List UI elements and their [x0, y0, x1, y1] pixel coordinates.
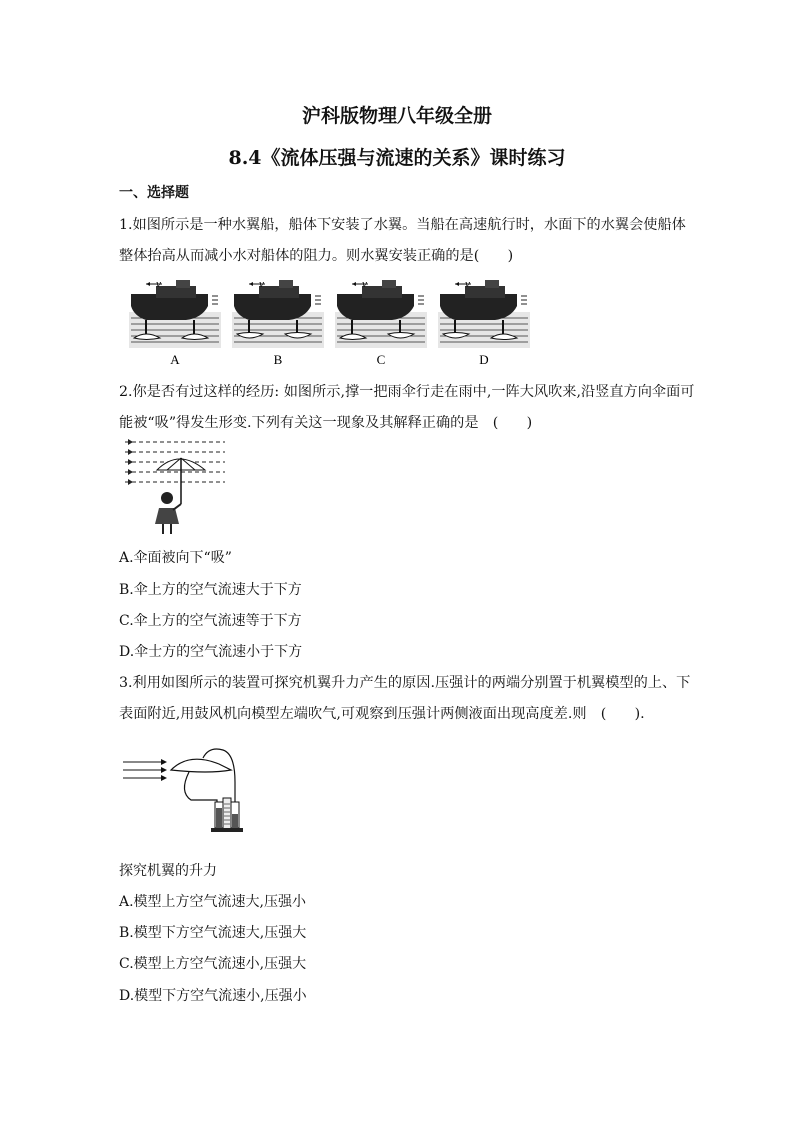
velocity-label-d: v	[465, 278, 470, 290]
hydrofoil-boats-figure	[126, 278, 536, 370]
boat-figure-a	[129, 280, 221, 348]
boat-label-a: A	[170, 352, 180, 367]
boat-label-b: B	[273, 352, 283, 367]
boat-label-d: D	[479, 352, 489, 367]
question-2-option-c: C.伞上方的空气流速等于下方	[119, 613, 302, 629]
question-2-option-b: B.伞上方的空气流速大于下方	[119, 582, 302, 598]
boat-figure-b	[232, 280, 324, 348]
page-subtitle: 8.4《流体压强与流速的关系》课时练习	[228, 147, 566, 169]
question-3-text: 3.利用如图所示的装置可探究机翼升力产生的原因.压强计的两端分别置于机翼模型的上、下表面附近,用鼓风机向模型左端吹气,可观察到压强计两侧液面出现高度差.则 ( ).	[119, 675, 691, 722]
section-heading: 一、选择题	[119, 185, 189, 201]
question-3-option-b: B.模型下方空气流速大,压强大	[119, 925, 307, 941]
question-3-figure-caption: 探究机翼的升力	[119, 863, 217, 879]
boat-figure-d	[438, 280, 530, 348]
umbrella-figure	[119, 438, 229, 538]
question-2-text: 2.你是否有过这样的经历: 如图所示,撑一把雨伞行走在雨中,一阵大风吹来,沿竖直方向伞面可能被“吸”得发生形变.下列有关这一现象及其解释正确的是 ( )	[119, 384, 695, 431]
question-3-option-c: C.模型上方空气流速小,压强大	[119, 956, 307, 972]
page-title: 沪科版物理八年级全册	[301, 105, 492, 127]
question-1-text: 1.如图所示是一种水翼船，船体下安装了水翼。当船在高速航行时，水面下的水翼会使船体整体抬高从而减小水对船体的阻力。则水翼安装正确的是( )	[119, 217, 686, 264]
boat-figure-c	[335, 280, 427, 348]
question-2-option-d: D.伞士方的空气流速小于下方	[119, 644, 303, 660]
velocity-label-b: v	[259, 278, 264, 290]
question-3-option-d: D.模型下方空气流速小,压强小	[119, 988, 307, 1004]
velocity-label-a: v	[156, 278, 161, 290]
velocity-label-c: v	[362, 278, 367, 290]
wing-lift-apparatus-figure	[119, 742, 259, 834]
question-2-option-a: A.伞面被向下“吸”	[119, 550, 232, 566]
question-3-option-a: A.模型上方空气流速大,压强小	[119, 894, 307, 910]
boat-label-c: C	[376, 352, 386, 367]
